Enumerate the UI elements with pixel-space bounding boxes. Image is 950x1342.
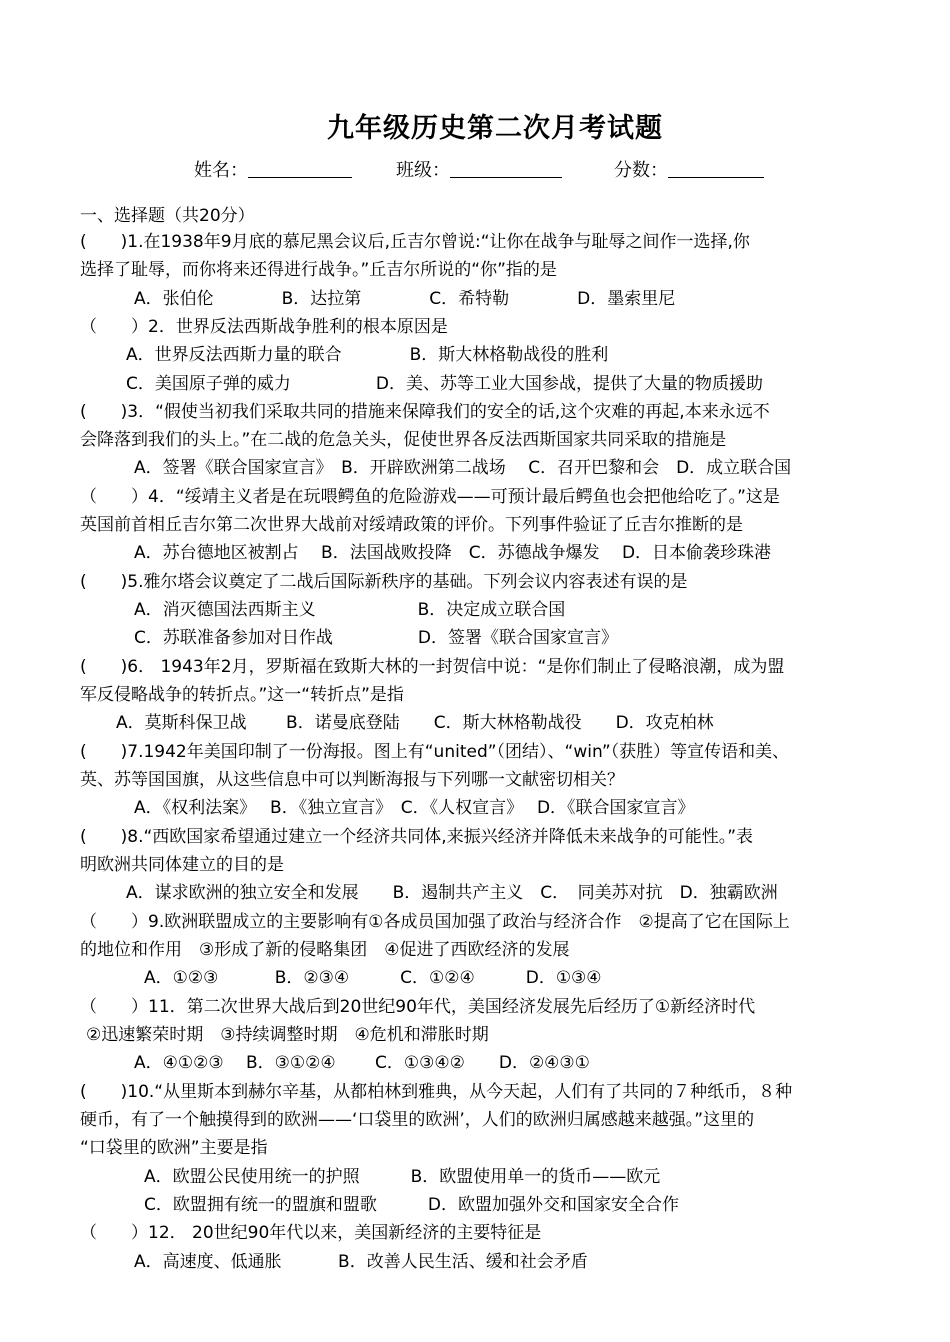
answer-options: A．①②③ B．②③④ C．①②④ D．①③④: [144, 968, 602, 988]
question-line: （ ）12． 20世纪90年代以来，美国新经济的主要特征是: [80, 1223, 542, 1243]
name-label: 姓名：: [194, 160, 248, 181]
answer-options: A．高速度、低通胀 B．改善人民生活、缓和社会矛盾: [134, 1252, 588, 1272]
answer-options: C．苏联准备参加对日作战 D．签署《联合国家宣言》: [134, 628, 618, 648]
answer-options: A．张伯伦 B．达拉第 C．希特勒 D．墨索里尼: [134, 289, 676, 309]
answer-options: A．莫斯科保卫战 B．诺曼底登陆 C．斯大林格勒战役 D．攻克柏林: [116, 713, 714, 733]
question-line: 英国前首相丘吉尔第二次世界大战前对绥靖政策的评价。下列事件验证了丘吉尔推断的是: [80, 515, 743, 535]
question-line: 选择了耻辱，而你将来还得进行战争。”丘吉尔所说的“你”指的是: [80, 260, 557, 280]
question-line: ( )8.“西欧国家希望通过建立一个经济共同体,来振兴经济并降低未来战争的可能性。”表: [80, 827, 754, 847]
question-line: ( )6． 1943年2月，罗斯福在致斯大林的一封贺信中说：“是你们制止了侵略浪潮，成为盟: [80, 657, 785, 677]
answer-options: A．世界反法西斯力量的联合 B．斯大林格勒战役的胜利: [126, 345, 609, 365]
answer-options: A．签署《联合国家宣言》 B．开辟欧洲第二战场 C．召开巴黎和会 D．成立联合国: [134, 458, 792, 478]
question-line: 硬币，有了一个触摸得到的欧洲——‘口袋里的欧洲’，人们的欧洲归属感越来越强。”这里的: [80, 1110, 755, 1130]
answer-options: A．苏台德地区被割占 B．法国战败投降 C．苏德战争爆发 D．日本偷袭珍珠港: [134, 543, 772, 563]
class-blank[interactable]: [450, 157, 562, 178]
question-line: “口袋里的欧洲”主要是指: [80, 1138, 268, 1158]
question-line: （ ）11．第二次世界大战后到20世纪90年代，美国经济发展先后经历了①新经济时代: [80, 997, 756, 1017]
question-line: （ ）2．世界反法西斯战争胜利的根本原因是: [80, 317, 448, 337]
answer-options: A．《权利法案》 B．《独立宣言》 C．《人权宣言》 D．《联合国家宣言》: [134, 798, 695, 818]
question-line: 英、苏等国国旗，从这些信息中可以判断海报与下列哪一文献密切相关？: [80, 770, 624, 790]
answer-options: C．欧盟拥有统一的盟旗和盟歌 D．欧盟加强外交和国家安全合作: [144, 1195, 679, 1215]
name-field: [194, 156, 352, 182]
score-label: 分数：: [614, 160, 668, 181]
question-line: 会降落到我们的头上。”在二战的危急关头，促使世界各反法西斯国家共同采取的措施是: [80, 430, 727, 450]
question-line: 明欧洲共同体建立的目的是: [80, 855, 284, 875]
answer-options: A．谋求欧洲的独立安全和发展 B．遏制共产主义 C． 同美苏对抗 D．独霸欧洲: [126, 883, 778, 903]
class-label: 班级：: [396, 160, 450, 181]
question-line: ( )3．“假使当初我们采取共同的措施来保障我们的安全的话,这个灾难的再起,本来永远不: [80, 402, 770, 422]
question-line: 军反侵略战争的转折点。”这一“转折点”是指: [80, 685, 404, 705]
class-field: [396, 156, 562, 182]
question-line: ②迅速繁荣时期 ③持续调整时期 ④危机和滞胀时期: [86, 1025, 489, 1045]
section-heading: 一、选择题（共20分）: [80, 206, 255, 226]
question-line: （ ）9.欧洲联盟成立的主要影响有①各成员国加强了政治与经济合作 ②提高了它在国际上: [80, 912, 790, 932]
student-info-row: [0, 156, 950, 184]
page-title: 九年级历史第二次月考试题: [327, 113, 663, 144]
score-blank[interactable]: [668, 157, 764, 178]
question-line: ( )5.雅尔塔会议奠定了二战后国际新秩序的基础。下列会议内容表述有误的是: [80, 572, 688, 592]
question-line: ( )7.1942年美国印制了一份海报。图上有“united”（团结）、“win”（获胜）等宣传语和美、: [80, 742, 790, 762]
name-blank[interactable]: [248, 157, 352, 178]
answer-options: C．美国原子弹的威力 D．美、苏等工业大国参战，提供了大量的物质援助: [126, 374, 763, 394]
question-line: ( )1.在1938年9月底的慕尼黑会议后,丘吉尔曾说:“让你在战争与耻辱之间作一选择,你: [80, 232, 750, 252]
question-line: （ ）4．“绥靖主义者是在玩喂鳄鱼的危险游戏——可预计最后鳄鱼也会把他给吃了。”这是: [80, 487, 780, 507]
question-line: 的地位和作用 ③形成了新的侵略集团 ④促进了西欧经济的发展: [80, 940, 570, 960]
score-field: [614, 156, 764, 182]
answer-options: A．欧盟公民使用统一的护照 B．欧盟使用单一的货币——欧元: [144, 1167, 661, 1187]
answer-options: A．消灭德国法西斯主义 B．决定成立联合国: [134, 600, 566, 620]
question-line: ( )10.“从里斯本到赫尔辛基，从都柏林到雅典，从今天起，人们有了共同的７种纸币，８种: [80, 1082, 793, 1102]
answer-options: A．④①②③ B．③①②④ C．①③④② D．②④③①: [134, 1053, 590, 1073]
